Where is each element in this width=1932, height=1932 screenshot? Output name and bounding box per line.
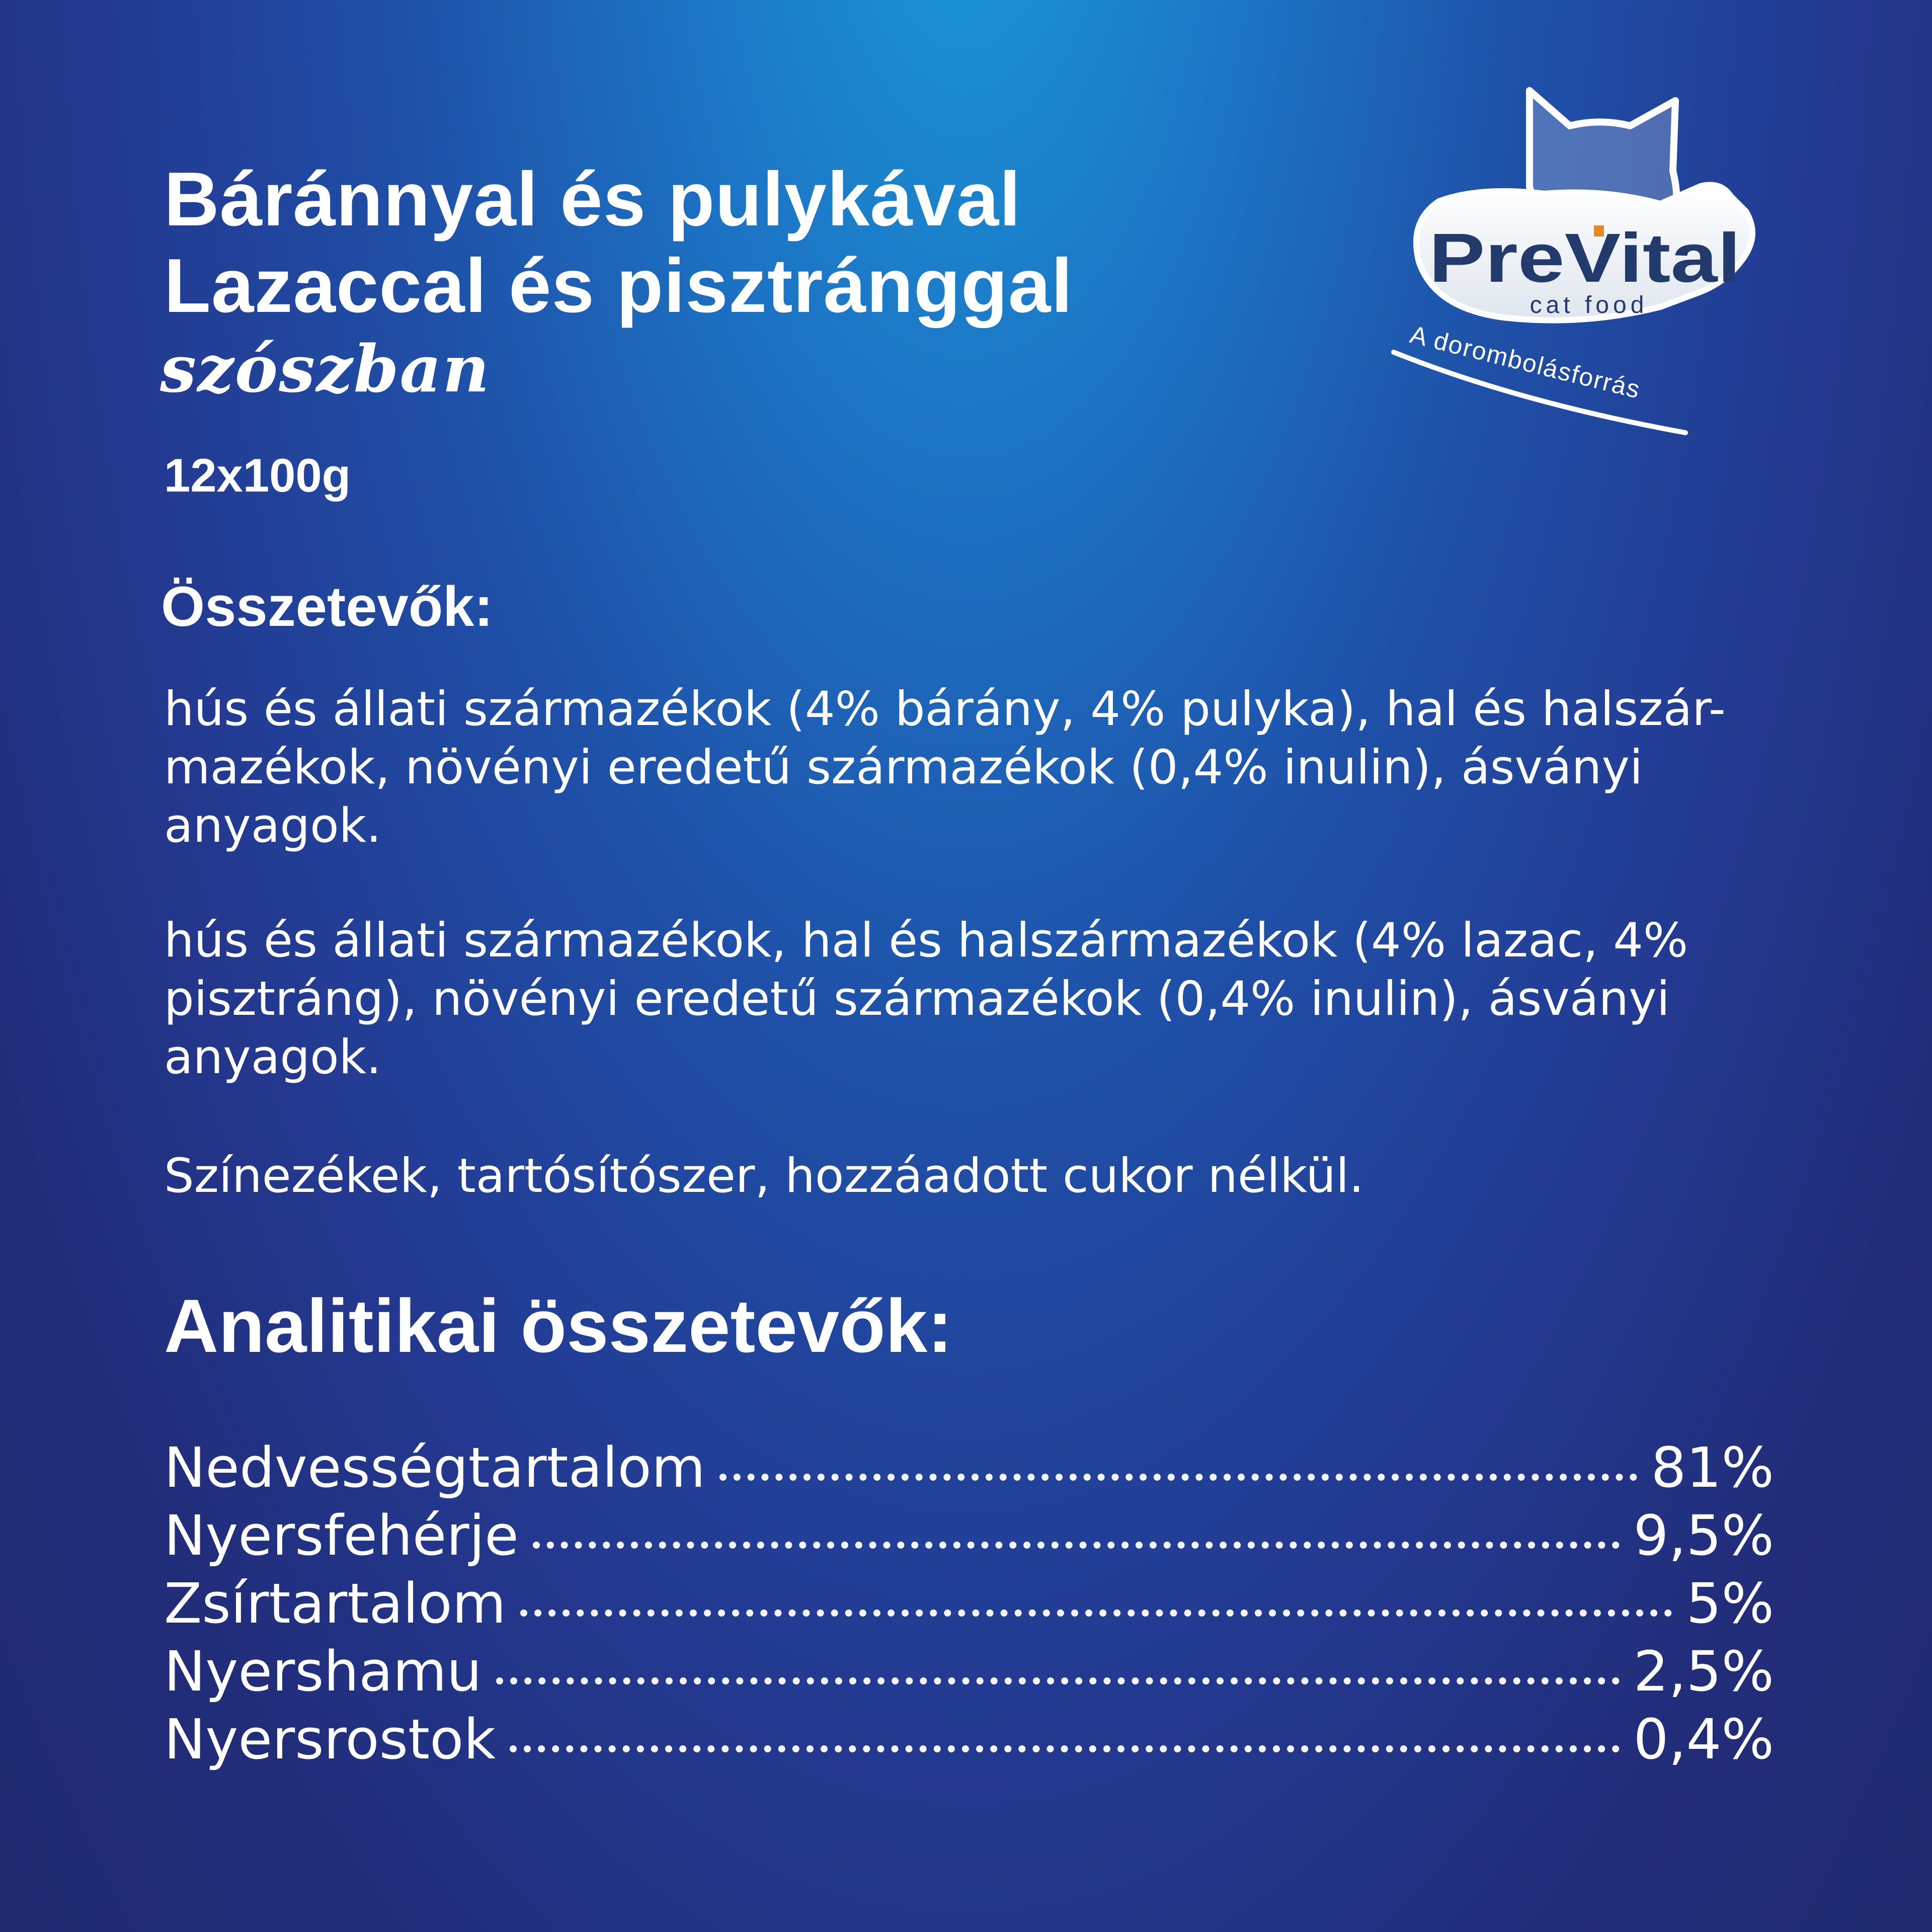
product-title-line-2: Lazaccal és pisztránggal bbox=[164, 243, 1073, 329]
package-weight: 12x100g bbox=[164, 449, 351, 502]
analytical-row bbox=[164, 1638, 1774, 1706]
analytical-row-value: 0,4% bbox=[1633, 1707, 1774, 1772]
svg-text:A dorombolásforrás bbox=[1407, 320, 1643, 404]
ingredients-heading: Összetevők: bbox=[161, 575, 493, 638]
ingredients-paragraph-1: hús és állati származékok (4% bárány, 4% pulyka), hal és halszár-mazékok, növényi eredetű származékok (0,4% inulin), ásványi anyagok. bbox=[164, 682, 1726, 853]
logo-tagline: cat food bbox=[1530, 292, 1648, 318]
analytical-row bbox=[164, 1706, 1774, 1774]
product-subtitle: szószban bbox=[160, 332, 491, 407]
dot-leader bbox=[533, 1542, 1620, 1549]
logo-accent-mark bbox=[1594, 225, 1604, 236]
analytical-row bbox=[164, 1502, 1774, 1570]
analytical-row-name: Nyersrostok bbox=[164, 1707, 496, 1772]
ingredients-paragraph-3: Színezékek, tartósítószer, hozzáadott cukor nélkül. bbox=[164, 1149, 1364, 1203]
analytical-row-value: 5% bbox=[1686, 1571, 1774, 1636]
analytical-row bbox=[164, 1570, 1774, 1638]
svg-text:PreVital bbox=[1429, 219, 1741, 297]
analytical-row-value: 2,5% bbox=[1633, 1639, 1774, 1704]
analytical-row-name: Zsírtartalom bbox=[164, 1571, 506, 1636]
analytical-row-value: 81% bbox=[1651, 1435, 1774, 1500]
analytical-heading: Analitikai összetevők: bbox=[164, 1283, 953, 1368]
analytical-row-value: 9,5% bbox=[1633, 1503, 1774, 1568]
analytical-row-name: Nyersfehérje bbox=[164, 1503, 519, 1568]
dot-leader bbox=[496, 1677, 1620, 1684]
analytical-row-name: Nedvességtartalom bbox=[164, 1435, 705, 1500]
logo-slogan: A dorombolásforrás bbox=[1407, 320, 1644, 404]
prevital-logo-graphic bbox=[1379, 70, 1781, 443]
dot-leader bbox=[510, 1745, 1619, 1752]
ingredients-paragraph-2: hús és állati származékok, hal és halszármazékok (4% lazac, 4% pisztráng), növényi eredetű származékok (0,4% inulin), ásványi anyagok. bbox=[164, 913, 1688, 1085]
dot-leader bbox=[719, 1474, 1637, 1481]
product-title-line-1: Báránnyal és pulykával bbox=[164, 156, 1021, 242]
analytical-row-name: Nyershamu bbox=[164, 1639, 482, 1704]
prevital-logo bbox=[1379, 70, 1781, 443]
dot-leader bbox=[520, 1609, 1672, 1617]
analytical-table bbox=[164, 1434, 1774, 1774]
logo-brand-pre: Pre bbox=[1429, 219, 1541, 297]
analytical-row bbox=[164, 1434, 1774, 1502]
logo-brand-vital: Vital bbox=[1564, 219, 1710, 297]
